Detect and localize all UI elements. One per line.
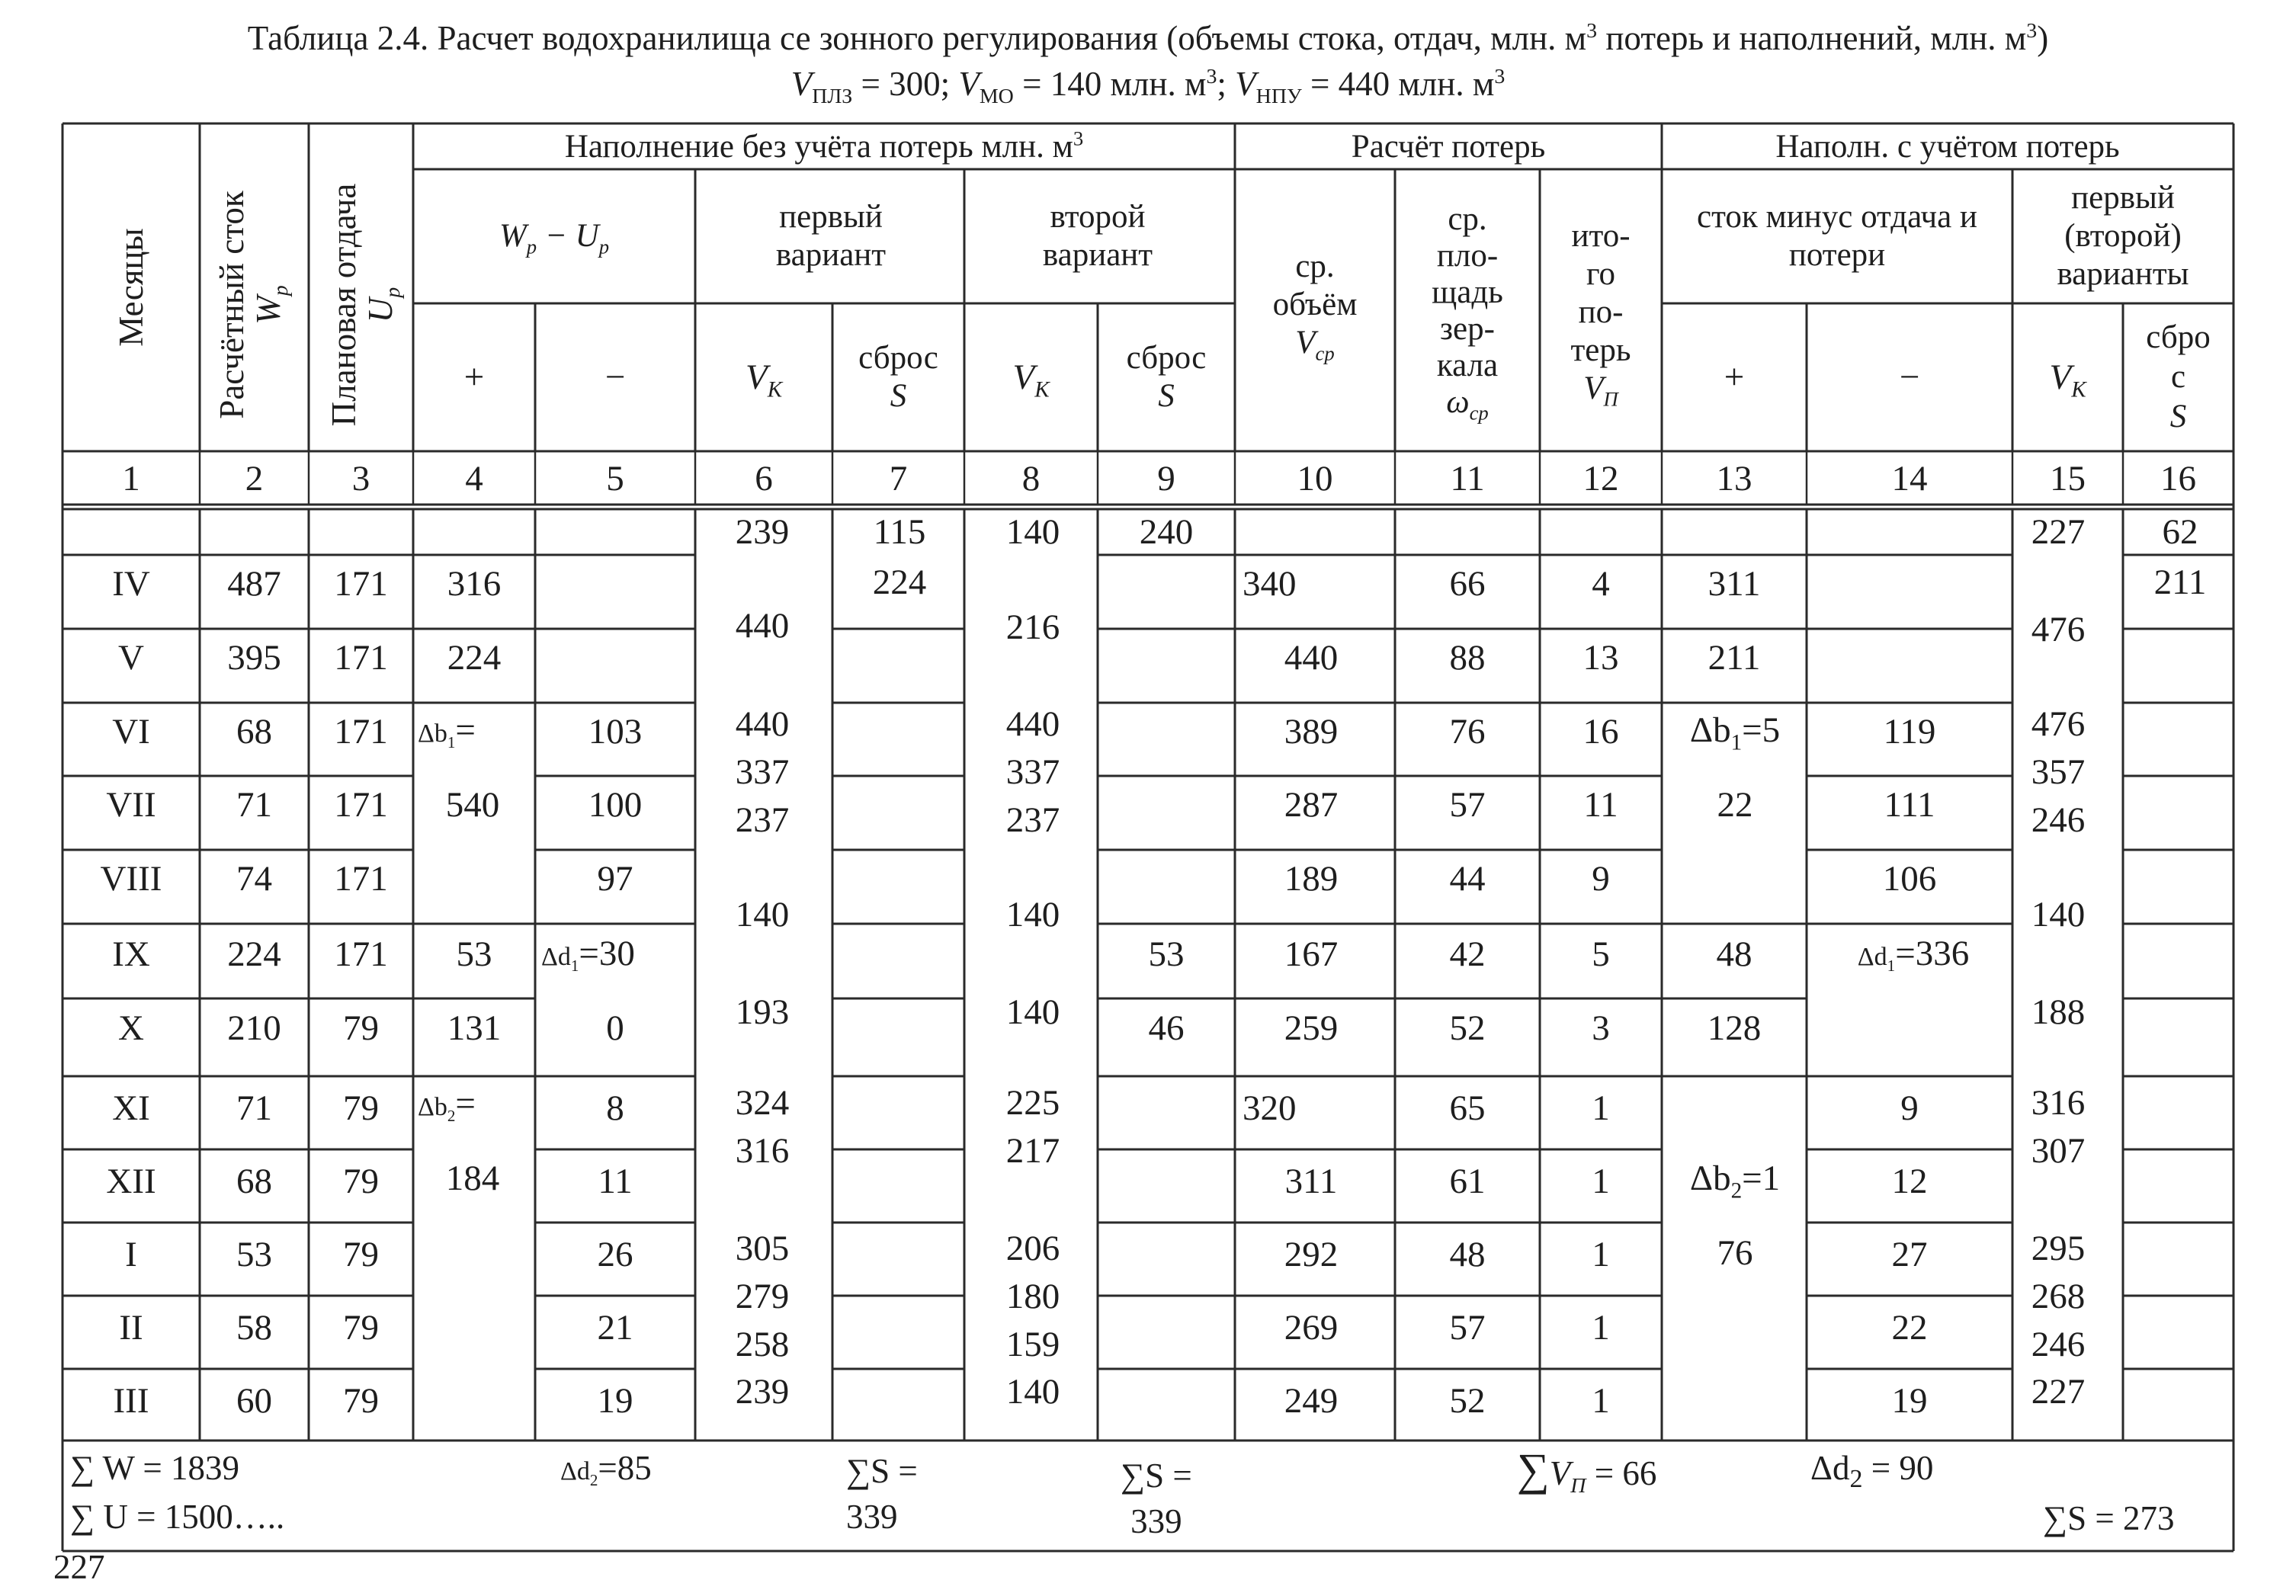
cell-v10: 292 — [1284, 1235, 1339, 1274]
column-number: 5 — [606, 459, 624, 498]
cell-col6: 237 — [735, 800, 790, 840]
cell-minus: 8 — [606, 1088, 624, 1128]
cell-w: 395 — [227, 638, 281, 678]
cell-v13: 311 — [1708, 564, 1761, 604]
cell-col6: 337 — [735, 752, 790, 792]
page-number: 227 — [53, 1548, 105, 1586]
table-title: Таблица 2.4. Расчет водохранилища се зонного регулирования (объемы стока, отдач, млн. $м^3$ потерь и наполнений, млн. $м^3$) — [247, 19, 2049, 57]
sum-s-second: ∑S = 339 — [1121, 1457, 1192, 1540]
cell-col15: 140 — [2031, 895, 2086, 934]
cell-m: V — [118, 638, 144, 678]
delta-d2: $\Delta d_2=85$ — [560, 1449, 652, 1489]
cell-v12: 1 — [1592, 1308, 1610, 1348]
delta-b2: $\Delta b_2=$ — [418, 1084, 476, 1125]
cell-v13: 128 — [1707, 1008, 1762, 1048]
cell-m: II — [119, 1308, 143, 1348]
cell-minus: 26 — [597, 1235, 633, 1274]
column-number: 6 — [755, 459, 773, 498]
cell-col15: 357 — [2031, 752, 2086, 792]
header-vk-3: $V_К$ — [2049, 357, 2086, 402]
column-number: 1 — [122, 459, 140, 498]
cell-v11: 88 — [1449, 638, 1486, 678]
cell-col8: 225 — [1005, 1083, 1060, 1123]
header-plus-2: + — [1724, 357, 1745, 397]
cell-m: I — [125, 1235, 137, 1274]
cell-v11: 65 — [1449, 1088, 1486, 1128]
cell-v10: 440 — [1284, 638, 1339, 678]
cell-v11: 52 — [1449, 1381, 1486, 1421]
cell-v9: 53 — [1148, 934, 1185, 974]
cell-col8: 140 — [1005, 512, 1060, 552]
cell-v11: 42 — [1449, 934, 1486, 974]
cell-v14: 111 — [1884, 785, 1935, 825]
sum-s-first: ∑S = 339 — [846, 1452, 918, 1536]
cell-u: 79 — [343, 1381, 379, 1421]
column-number: 12 — [1583, 459, 1619, 498]
cell-m: XII — [106, 1162, 156, 1201]
cell-v11: 44 — [1449, 859, 1486, 899]
cell-plus: 224 — [447, 638, 502, 678]
cell-col9: 240 — [1139, 512, 1194, 552]
cell-col15: 316 — [2031, 1083, 2086, 1123]
cell-w: 68 — [236, 1162, 272, 1201]
cell-v10: 167 — [1284, 934, 1339, 974]
delta-b1-with-loss-value: 22 — [1717, 785, 1753, 825]
column-number: 3 — [351, 459, 370, 498]
cell-u: 79 — [343, 1162, 379, 1201]
header-vk-1: $V_К$ — [745, 357, 783, 402]
delta-b1-value: 540 — [445, 785, 500, 825]
column-number: 15 — [2050, 459, 2086, 498]
cell-v11: 57 — [1449, 1308, 1486, 1348]
cell-v14: 9 — [1900, 1088, 1919, 1128]
cell-v12: 5 — [1592, 934, 1610, 974]
cell-col8: 216 — [1005, 607, 1060, 647]
cell-w: 487 — [227, 564, 281, 604]
cell-v14: 19 — [1891, 1381, 1928, 1421]
cell-u: 171 — [334, 638, 388, 678]
header-vk-2: $V_К$ — [1012, 357, 1050, 402]
cell-w: 210 — [227, 1008, 281, 1048]
cell-m: IV — [112, 564, 150, 604]
cell-w: 58 — [236, 1308, 272, 1348]
cell-col6: 440 — [735, 704, 790, 744]
cell-minus: 0 — [606, 1008, 624, 1048]
cell-col6: 279 — [735, 1277, 790, 1316]
cell-col15: 476 — [2031, 704, 2086, 744]
header-loss-calc: Расчёт потерь — [1351, 129, 1546, 165]
cell-col7: 115 — [873, 512, 926, 552]
cell-w: 68 — [236, 712, 272, 752]
cell-m: VIII — [100, 859, 162, 899]
sum-u: ∑ U = 1500….. — [70, 1498, 285, 1536]
cell-v14: 106 — [1882, 859, 1937, 899]
header-spill-2: сброс S — [1126, 340, 1207, 414]
delta-b1-with-loss: $\Delta b_1=5$ — [1689, 710, 1781, 755]
delta-b1: $\Delta b_1=$ — [418, 710, 476, 752]
cell-v12: 1 — [1592, 1088, 1610, 1128]
cell-u: 171 — [334, 934, 388, 974]
cell-col6: 193 — [735, 992, 790, 1032]
cell-v14: 22 — [1891, 1308, 1928, 1348]
cell-u: 171 — [334, 785, 388, 825]
cell-v12: 1 — [1592, 1381, 1610, 1421]
cell-plus: 53 — [456, 934, 492, 974]
header-fill-no-loss: Наполнение без учёта потерь млн. $м^3$ — [564, 127, 1084, 165]
cell-u: 79 — [343, 1008, 379, 1048]
cell-v12: 11 — [1583, 785, 1618, 825]
cell-v12: 9 — [1592, 859, 1610, 899]
cell-w: 224 — [227, 934, 281, 974]
column-number: 9 — [1157, 459, 1175, 498]
column-number: 13 — [1716, 459, 1752, 498]
cell-col15: 307 — [2031, 1131, 2086, 1171]
cell-col6: 258 — [735, 1325, 790, 1364]
cell-plus: 316 — [447, 564, 502, 604]
cell-col8: 337 — [1005, 752, 1060, 792]
delta-d1: $\Delta d_1=30$ — [541, 934, 635, 975]
cell-v14: 12 — [1891, 1162, 1928, 1201]
header-minus: − — [604, 357, 626, 397]
cell-u: 171 — [334, 564, 388, 604]
cell-col8: 206 — [1005, 1229, 1060, 1268]
cell-col15: 476 — [2031, 610, 2086, 649]
cell-col15: 227 — [2031, 1372, 2086, 1412]
header-second-variant: второй вариант — [1042, 199, 1153, 273]
cell-col6: 239 — [735, 1372, 790, 1412]
cell-minus: 11 — [598, 1162, 633, 1201]
cell-w: 74 — [236, 859, 272, 899]
header-first-variant: первый вариант — [775, 199, 887, 273]
column-number: 4 — [465, 459, 483, 498]
cell-v10: 320 — [1243, 1088, 1297, 1128]
header-avg-area: ср. пло- щадь зер- кала $\omega_{ср}$ — [1432, 201, 1503, 425]
cell-w: 71 — [236, 785, 272, 825]
header-fill-with-loss: Наполн. с учётом потерь — [1775, 129, 2120, 165]
cell-m: IX — [112, 934, 150, 974]
delta-b2-with-loss: $\Delta b_2=1$ — [1689, 1159, 1781, 1203]
cell-m: III — [113, 1381, 149, 1421]
cell-m: VI — [112, 712, 150, 752]
header-spill-1: сброс S — [858, 340, 938, 414]
cell-w: 60 — [236, 1381, 272, 1421]
header-total-loss: ито- го по- терь $V_П$ — [1570, 218, 1631, 411]
cell-col15: 227 — [2031, 512, 2086, 552]
cell-v11: 48 — [1449, 1235, 1486, 1274]
cell-v10: 269 — [1284, 1308, 1339, 1348]
cell-v10: 340 — [1243, 564, 1297, 604]
cell-v11: 76 — [1449, 712, 1486, 752]
cell-u: 171 — [334, 712, 388, 752]
cell-col8: 440 — [1005, 704, 1060, 744]
header-runoff: Расчётный сток $W_p$ — [213, 191, 293, 419]
cell-w: 53 — [236, 1235, 272, 1274]
cell-u: 171 — [334, 859, 388, 899]
delta-d1-with-loss: $\Delta d_1=336$ — [1857, 934, 1970, 975]
cell-minus: 19 — [597, 1381, 633, 1421]
cell-col6: 316 — [735, 1131, 790, 1171]
cell-v11: 52 — [1449, 1008, 1486, 1048]
cell-col6: 239 — [735, 512, 790, 552]
header-release: Плановая отдача $U_p$ — [325, 183, 405, 427]
cell-col6: 140 — [735, 895, 790, 934]
cell-col15: 246 — [2031, 800, 2086, 840]
delta-d2-with-loss: $\Delta d_2 = 90$ — [1810, 1449, 1934, 1493]
header-runoff-minus: сток минус отдача и потери — [1697, 199, 1977, 273]
column-number: 7 — [889, 459, 908, 498]
cell-col6: 440 — [735, 606, 790, 646]
cell-minus: 100 — [588, 785, 643, 825]
cell-col8: 140 — [1005, 895, 1060, 934]
cell-col6: 305 — [735, 1229, 790, 1268]
delta-b2-value: 184 — [445, 1159, 500, 1198]
cell-v10: 287 — [1284, 785, 1339, 825]
cell-v10: 189 — [1284, 859, 1339, 899]
cell-v9: 46 — [1148, 1008, 1185, 1048]
cell-v10: 311 — [1284, 1162, 1338, 1201]
cell-v11: 66 — [1449, 564, 1486, 604]
cell-plus: 131 — [447, 1008, 502, 1048]
header-months: Месяцы — [112, 228, 150, 347]
cell-col16: 62 — [2162, 512, 2198, 552]
column-number: 2 — [245, 459, 264, 498]
table-subtitle: $V_{ПЛЗ} = 300$; $V_{МО} = 140$ млн. $м^3$; $V_{НПУ} = 440$ млн. $м^3$ — [790, 65, 1506, 108]
cell-u: 79 — [343, 1088, 379, 1128]
cell-v12: 4 — [1592, 564, 1610, 604]
cell-col16: 211 — [2153, 562, 2207, 602]
header-first-second: первый (второй) варианты — [2057, 180, 2189, 292]
cell-m: XI — [112, 1088, 150, 1128]
header-avg-volume: ср. объём $V_{ср}$ — [1272, 248, 1358, 365]
cell-col7: 224 — [872, 562, 927, 602]
cell-col15: 268 — [2031, 1277, 2086, 1316]
header-plus: + — [463, 357, 485, 397]
cell-v12: 16 — [1583, 712, 1619, 752]
column-number: 11 — [1450, 459, 1485, 498]
cell-v12: 1 — [1592, 1235, 1610, 1274]
cell-col8: 180 — [1005, 1277, 1060, 1316]
cell-col8: 159 — [1005, 1325, 1060, 1364]
cell-v12: 3 — [1592, 1008, 1610, 1048]
cell-col8: 217 — [1005, 1131, 1060, 1171]
cell-v14: 119 — [1883, 712, 1936, 752]
cell-v11: 57 — [1449, 785, 1486, 825]
cell-col8: 140 — [1005, 1372, 1060, 1412]
cell-minus: 97 — [597, 859, 633, 899]
cell-minus: 103 — [588, 712, 643, 752]
column-number: 8 — [1021, 459, 1041, 498]
cell-w: 71 — [236, 1088, 272, 1128]
cell-col6: 324 — [735, 1083, 790, 1123]
column-number: 10 — [1297, 459, 1333, 498]
header-minus-2: − — [1899, 357, 1920, 397]
cell-v14: 27 — [1891, 1235, 1928, 1274]
cell-v12: 1 — [1592, 1162, 1610, 1201]
sum-w: ∑ W = 1839 — [70, 1449, 240, 1487]
column-number: 14 — [1891, 459, 1928, 498]
cell-u: 79 — [343, 1235, 379, 1274]
cell-m: X — [118, 1008, 144, 1048]
header-wu: $W_p - U_p$ — [499, 218, 610, 258]
cell-m: VII — [106, 785, 156, 825]
cell-v13: 48 — [1716, 934, 1752, 974]
cell-v10: 389 — [1284, 712, 1339, 752]
cell-v12: 13 — [1583, 638, 1619, 678]
sum-vp: $\sum V_П = 66$ — [1517, 1444, 1657, 1498]
cell-col8: 140 — [1005, 992, 1060, 1032]
cell-v13: 211 — [1708, 638, 1761, 678]
cell-col15: 246 — [2031, 1325, 2086, 1364]
cell-minus: 21 — [597, 1308, 633, 1348]
cell-col15: 295 — [2031, 1229, 2086, 1268]
cell-v10: 249 — [1284, 1381, 1339, 1421]
cell-v10: 259 — [1284, 1008, 1339, 1048]
cell-col15: 188 — [2031, 992, 2086, 1032]
cell-u: 79 — [343, 1308, 379, 1348]
delta-b2-with-loss-value: 76 — [1717, 1233, 1753, 1273]
header-spill-3: сбро с S — [2146, 319, 2211, 434]
sum-s-third: ∑S = 273 — [2043, 1499, 2175, 1537]
column-number: 16 — [2160, 459, 2196, 498]
cell-col8: 237 — [1005, 800, 1060, 840]
cell-v11: 61 — [1449, 1162, 1486, 1201]
